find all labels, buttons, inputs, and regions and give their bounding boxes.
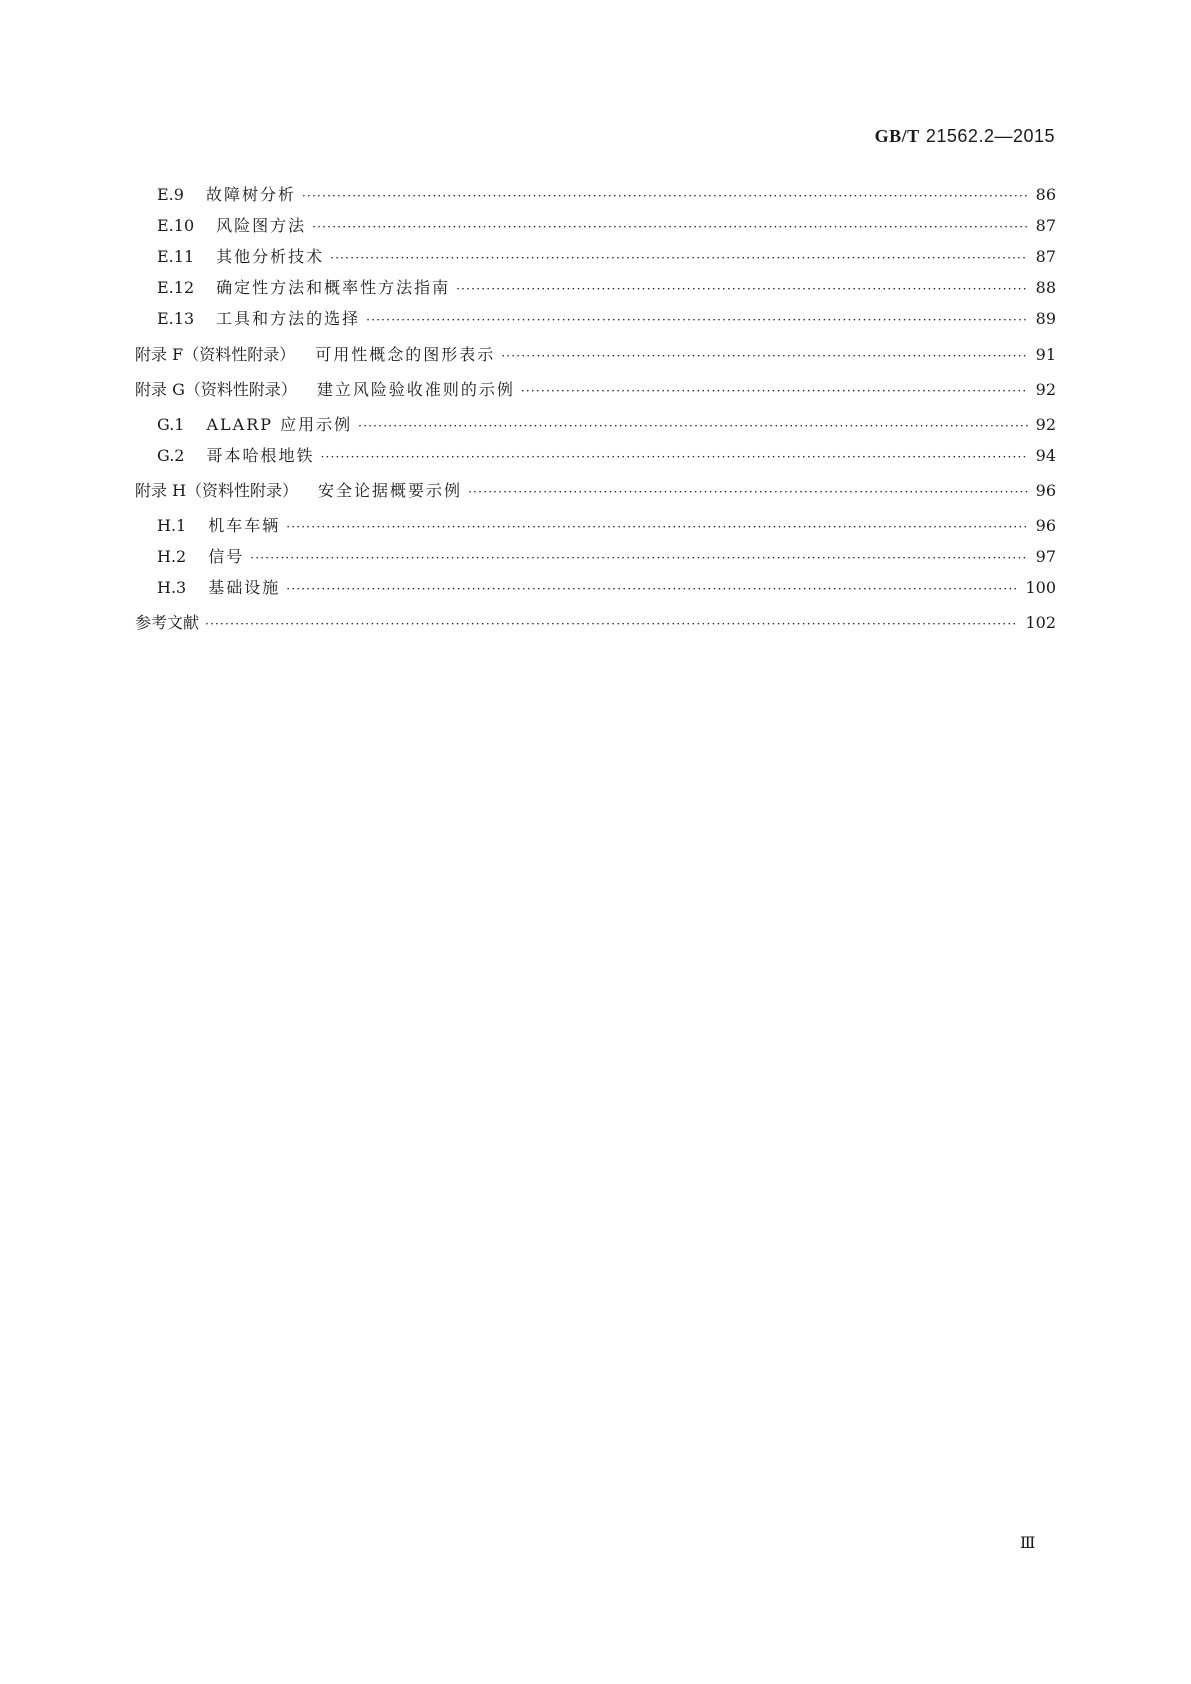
- dot-leader: [286, 520, 1027, 534]
- toc-entry-title: 机车车辆: [208, 516, 281, 535]
- dot-leader: [456, 282, 1028, 296]
- toc-entry-code: E.9: [157, 185, 184, 204]
- dot-leader: [366, 313, 1028, 327]
- page-number: Ⅲ: [1020, 1533, 1036, 1552]
- toc-entry-code: H.1: [157, 516, 187, 535]
- dot-leader: [501, 349, 1027, 363]
- toc-entry-title: 哥本哈根地铁: [206, 446, 315, 465]
- toc-entry[interactable]: [135, 575, 1056, 605]
- toc-entry-page: 102: [1025, 613, 1056, 632]
- dot-leader: [205, 617, 1017, 631]
- toc-entry-code: G.1: [157, 415, 185, 434]
- toc-entry-title: 可用性概念的图形表示: [315, 345, 496, 364]
- toc-entry-code: H.2: [157, 547, 187, 566]
- toc-entry-title: 信号: [208, 547, 245, 566]
- dot-leader: [358, 419, 1028, 433]
- toc-entry-page: 91: [1035, 345, 1056, 364]
- dot-leader: [321, 450, 1028, 464]
- toc-entry-code: H.3: [157, 578, 187, 597]
- toc-entry-page: 89: [1035, 309, 1056, 328]
- toc-entry-page: 92: [1035, 380, 1056, 399]
- toc-entry-code: 附录 F（资料性附录）: [135, 345, 296, 364]
- toc-entry-code: 参考文献: [135, 613, 200, 632]
- toc-entry-page: 94: [1035, 446, 1056, 465]
- dot-leader: [250, 551, 1027, 565]
- toc-entry-page: 87: [1035, 247, 1056, 266]
- toc-entry-code: E.12: [157, 278, 195, 297]
- toc-entry-page: 88: [1035, 278, 1056, 297]
- toc-entry-title: 工具和方法的选择: [216, 309, 361, 328]
- toc-entry-page: 92: [1035, 415, 1056, 434]
- dot-leader: [312, 220, 1028, 234]
- toc-entry-page: 86: [1035, 185, 1056, 204]
- toc-entry[interactable]: [135, 544, 1056, 574]
- toc-entry[interactable]: [135, 244, 1056, 274]
- toc-entry-code: E.11: [157, 247, 195, 266]
- toc-entry-page: 96: [1035, 481, 1056, 500]
- document-header: [875, 126, 1055, 147]
- dot-leader: [286, 582, 1017, 596]
- toc-entry-title: 确定性方法和概率性方法指南: [216, 278, 451, 297]
- toc-entry[interactable]: [135, 306, 1056, 336]
- toc-entry-code: 附录 G（资料性附录）: [135, 380, 297, 399]
- standard-number: 21562.2—2015: [925, 126, 1055, 146]
- toc-entry-code: 附录 H（资料性附录）: [135, 481, 299, 500]
- standard-prefix: GB/T: [874, 126, 920, 146]
- toc-entry[interactable]: [135, 412, 1056, 442]
- toc-entry[interactable]: [135, 513, 1056, 543]
- dot-leader: [302, 189, 1028, 203]
- toc-entry[interactable]: [135, 182, 1056, 212]
- toc-entry-title: 风险图方法: [216, 216, 307, 235]
- toc-entry-code: G.2: [157, 446, 185, 465]
- toc-entry-title: 建立风险验收准则的示例: [316, 380, 515, 399]
- toc-entry-page: 87: [1035, 216, 1056, 235]
- toc-entry-code: E.10: [157, 216, 195, 235]
- dot-leader: [521, 384, 1028, 398]
- toc-entry[interactable]: [135, 610, 1056, 640]
- toc-entry[interactable]: [135, 443, 1056, 473]
- toc-entry-page: 96: [1035, 516, 1056, 535]
- toc-entry[interactable]: [135, 478, 1056, 508]
- toc-entry[interactable]: [135, 377, 1056, 407]
- toc-entry-page: 97: [1035, 547, 1056, 566]
- toc-entry-title: 基础设施: [208, 578, 281, 597]
- toc-entry-title: 故障树分析: [205, 185, 296, 204]
- toc-entry[interactable]: [135, 275, 1056, 305]
- toc-entry-title: 安全论据概要示例: [318, 481, 463, 500]
- dot-leader: [330, 251, 1028, 265]
- toc-entry-code: E.13: [157, 309, 195, 328]
- toc-entry-title: 其他分析技术: [216, 247, 325, 266]
- toc-entry[interactable]: [135, 342, 1056, 372]
- toc-entry-title: ALARP 应用示例: [206, 415, 353, 434]
- dot-leader: [468, 485, 1028, 499]
- toc-entry-page: 100: [1025, 578, 1056, 597]
- toc-entry[interactable]: [135, 213, 1056, 243]
